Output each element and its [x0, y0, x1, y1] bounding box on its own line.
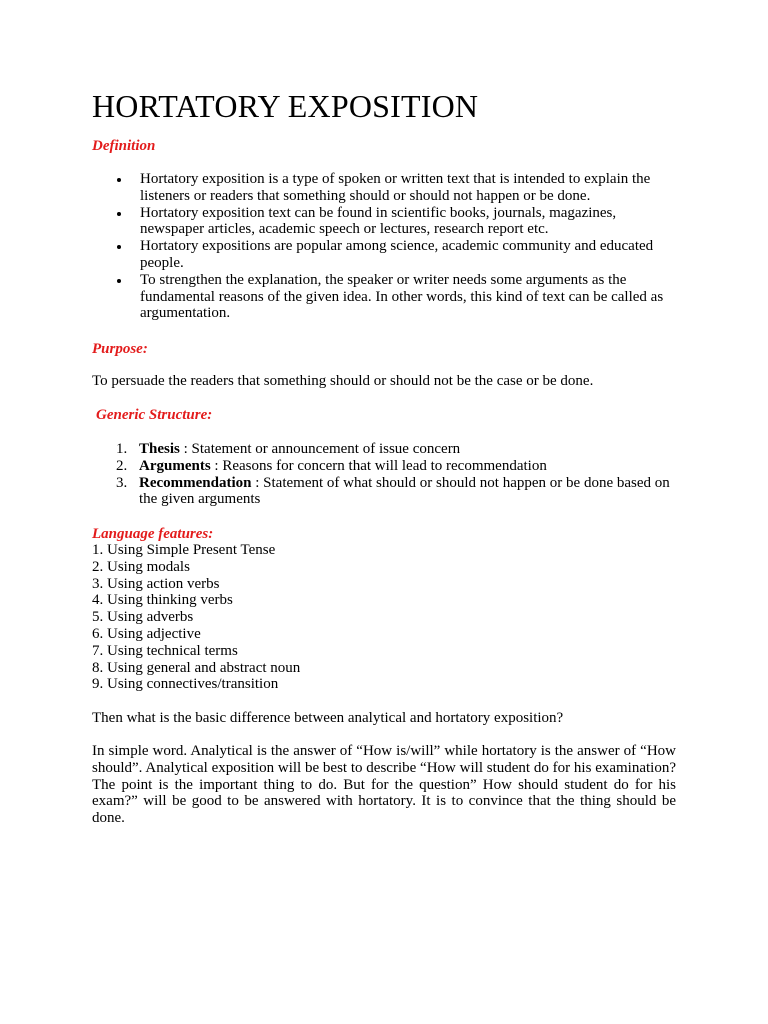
- definition-bullet: Hortatory expositions are popular among science, academic community and educated people.: [92, 238, 682, 272]
- feature-item: 6. Using adjective: [92, 625, 201, 642]
- structure-item-desc: : Reasons for concern that will lead to recommendation: [210, 457, 547, 474]
- feature-item: 4. Using thinking verbs: [92, 592, 233, 609]
- structure-item-term: Thesis: [139, 441, 180, 457]
- structure-item: [92, 441, 682, 458]
- feature-item: 1. Using Simple Present Tense: [92, 542, 276, 558]
- purpose-text: To persuade the readers that something should or should not be the case or be done.: [92, 373, 594, 389]
- generic-structure-heading: Generic Structure:: [96, 407, 213, 423]
- structure-item-number: 3.: [116, 474, 128, 491]
- question-text: Then what is the basic difference between analytical and hortatory exposition?: [92, 710, 564, 726]
- definition-list: [92, 171, 682, 322]
- page-title: HORTATORY EXPOSITION: [92, 88, 479, 124]
- structure-item-number: 1.: [116, 441, 128, 457]
- structure-item: [92, 458, 682, 475]
- feature-item: 7. Using technical terms: [92, 642, 238, 659]
- answer-paragraph: In simple word. Analytical is the answer of “How is/will” while hortatory is the answer of “How should”. Analytical exposition will be best to describe “How will student do for his examination? The point is the important thing to do. But for the question” How should student do for his exam?” will be good to be answered with hortatory. It is to convince that the thing should be done.: [92, 743, 676, 827]
- definition-bullet: Hortatory exposition is a type of spoken or written text that is intended to explain the listeners or readers that something should or should not happen or be done.: [92, 171, 682, 205]
- purpose-heading: Purpose:: [92, 341, 148, 357]
- feature-item: 5. Using adverbs: [92, 609, 194, 626]
- structure-item-desc: : Statement of what should or should not happen or be done based on the given arguments: [139, 474, 670, 508]
- structure-item-desc: : Statement or announcement of issue concern: [179, 441, 461, 457]
- definition-bullet: Hortatory exposition text can be found in scientific books, journals, magazines, newspaper articles, academic speech or lectures, research report etc.: [92, 205, 682, 239]
- structure-item-number: 2.: [116, 457, 128, 474]
- definition-bullet: To strengthen the explanation, the speaker or writer needs some arguments as the fundamental reasons of the given idea. In other words, this kind of text can be called as argumentation.: [92, 272, 682, 322]
- feature-item: 9. Using connectives/transition: [92, 676, 279, 693]
- definition-heading: Definition: [92, 138, 156, 154]
- language-features-list: [92, 542, 300, 693]
- language-features-heading: Language features:: [92, 526, 214, 542]
- structure-item: [92, 475, 682, 509]
- feature-item: 8. Using general and abstract noun: [92, 659, 301, 676]
- structure-item-term: Arguments: [139, 457, 211, 474]
- feature-item: 2. Using modals: [92, 558, 190, 575]
- structure-item-term: Recommendation: [139, 474, 252, 491]
- generic-structure-list: [92, 441, 682, 508]
- feature-item: 3. Using action verbs: [92, 575, 220, 592]
